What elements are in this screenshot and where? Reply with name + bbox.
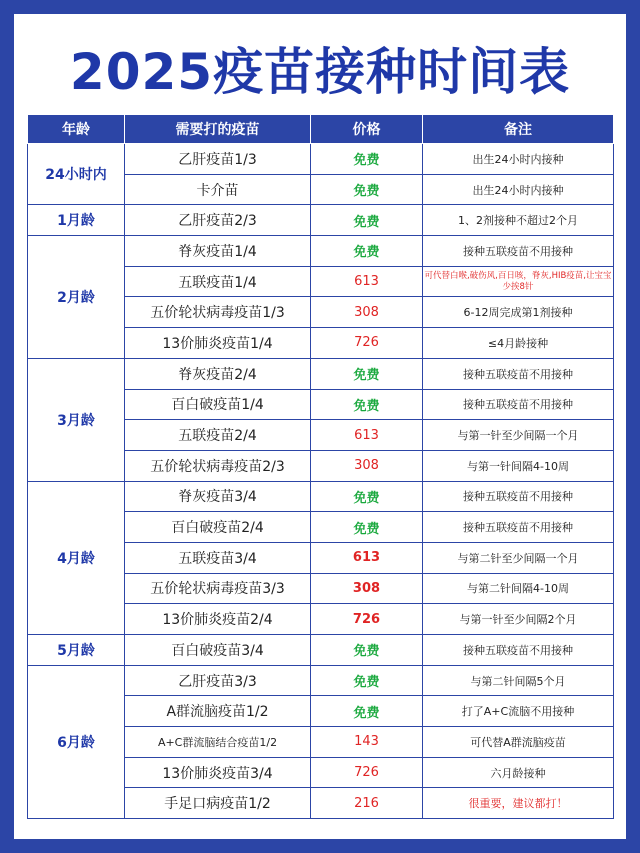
price-cell: 免费 — [311, 144, 423, 175]
note-cell: 打了A+C流脑不用接种 — [423, 696, 614, 727]
page-frame — [14, 14, 626, 839]
price-cell: 613 — [311, 420, 423, 451]
price-cell: 726 — [311, 328, 423, 359]
vaccine-cell: 五联疫苗2/4 — [125, 420, 311, 451]
vaccine-cell: 13价肺炎疫苗2/4 — [125, 604, 311, 635]
note-cell: 很重要，建议都打！ — [423, 788, 614, 819]
note-cell: 与第二针间隔4-10周 — [423, 573, 614, 604]
table-row — [28, 481, 614, 512]
note-cell: ≤4月龄接种 — [423, 328, 614, 359]
price-cell: 308 — [311, 573, 423, 604]
note-cell: 可代替白喉,破伤风,百日咳，脊灰,HIB疫苗,让宝宝少挨8针 — [423, 266, 614, 297]
vaccine-cell: 13价肺炎疫苗3/4 — [125, 757, 311, 788]
price-cell: 308 — [311, 450, 423, 481]
note-cell: 1、2剂接种不超过2个月 — [423, 205, 614, 236]
price-cell: 143 — [311, 727, 423, 758]
price-cell: 免费 — [311, 358, 423, 389]
price-cell: 613 — [311, 266, 423, 297]
note-cell: 接种五联疫苗不用接种 — [423, 635, 614, 666]
note-cell: 出生24小时内接种 — [423, 144, 614, 175]
vaccine-schedule-table — [27, 114, 614, 819]
price-cell: 免费 — [311, 512, 423, 543]
vaccine-cell: 乙肝疫苗2/3 — [125, 205, 311, 236]
header-vaccine: 需要打的疫苗 — [125, 115, 311, 144]
age-cell: 1月龄 — [28, 205, 125, 236]
note-cell: 接种五联疫苗不用接种 — [423, 389, 614, 420]
price-cell: 免费 — [311, 205, 423, 236]
header-age: 年龄 — [28, 115, 125, 144]
note-cell: 接种五联疫苗不用接种 — [423, 512, 614, 543]
price-cell: 免费 — [311, 696, 423, 727]
price-cell: 726 — [311, 757, 423, 788]
age-cell: 4月龄 — [28, 481, 125, 634]
note-cell: 可代替A群流脑疫苗 — [423, 727, 614, 758]
vaccine-cell: 脊灰疫苗3/4 — [125, 481, 311, 512]
note-cell: 与第二针间隔5个月 — [423, 665, 614, 696]
note-cell: 接种五联疫苗不用接种 — [423, 236, 614, 267]
age-cell: 2月龄 — [28, 236, 125, 359]
price-cell: 216 — [311, 788, 423, 819]
price-cell: 免费 — [311, 635, 423, 666]
price-cell: 613 — [311, 542, 423, 573]
vaccine-cell: 脊灰疫苗2/4 — [125, 358, 311, 389]
age-cell: 6月龄 — [28, 665, 125, 818]
table-row — [28, 144, 614, 175]
table-row — [28, 635, 614, 666]
price-cell: 726 — [311, 604, 423, 635]
vaccine-cell: 五价轮状病毒疫苗2/3 — [125, 450, 311, 481]
vaccine-cell: 五联疫苗1/4 — [125, 266, 311, 297]
vaccine-cell: 百白破疫苗1/4 — [125, 389, 311, 420]
note-cell: 与第一针至少间隔一个月 — [423, 420, 614, 451]
note-cell: 6-12周完成第1剂接种 — [423, 297, 614, 328]
note-cell: 接种五联疫苗不用接种 — [423, 481, 614, 512]
page-title: 2025疫苗接种时间表 — [69, 43, 571, 101]
table-row — [28, 236, 614, 267]
age-cell: 5月龄 — [28, 635, 125, 666]
table-row — [28, 205, 614, 236]
note-cell: 与第一针至少间隔2个月 — [423, 604, 614, 635]
vaccine-cell: 百白破疫苗2/4 — [125, 512, 311, 543]
note-cell: 出生24小时内接种 — [423, 174, 614, 205]
age-cell: 3月龄 — [28, 358, 125, 481]
note-cell: 六月龄接种 — [423, 757, 614, 788]
vaccine-cell: 手足口病疫苗1/2 — [125, 788, 311, 819]
age-cell: 24小时内 — [28, 144, 125, 205]
vaccine-cell: 五价轮状病毒疫苗3/3 — [125, 573, 311, 604]
header-note: 备注 — [423, 115, 614, 144]
table-header-row — [28, 115, 614, 144]
price-cell: 免费 — [311, 665, 423, 696]
note-cell: 与第二针至少间隔一个月 — [423, 542, 614, 573]
vaccine-cell: A群流脑疫苗1/2 — [125, 696, 311, 727]
table-row — [28, 665, 614, 696]
vaccine-cell: 脊灰疫苗1/4 — [125, 236, 311, 267]
vaccine-cell: 乙肝疫苗3/3 — [125, 665, 311, 696]
vaccine-cell: 13价肺炎疫苗1/4 — [125, 328, 311, 359]
price-cell: 免费 — [311, 481, 423, 512]
price-cell: 免费 — [311, 174, 423, 205]
price-cell: 308 — [311, 297, 423, 328]
price-cell: 免费 — [311, 389, 423, 420]
header-price: 价格 — [311, 115, 423, 144]
vaccine-cell: A+C群流脑结合疫苗1/2 — [125, 727, 311, 758]
vaccine-cell: 五价轮状病毒疫苗1/3 — [125, 297, 311, 328]
vaccine-cell: 乙肝疫苗1/3 — [125, 144, 311, 175]
vaccine-cell: 百白破疫苗3/4 — [125, 635, 311, 666]
vaccine-cell: 卡介苗 — [125, 174, 311, 205]
table-row — [28, 358, 614, 389]
price-cell: 免费 — [311, 236, 423, 267]
vaccine-cell: 五联疫苗3/4 — [125, 542, 311, 573]
note-cell: 与第一针间隔4-10周 — [423, 450, 614, 481]
note-cell: 接种五联疫苗不用接种 — [423, 358, 614, 389]
